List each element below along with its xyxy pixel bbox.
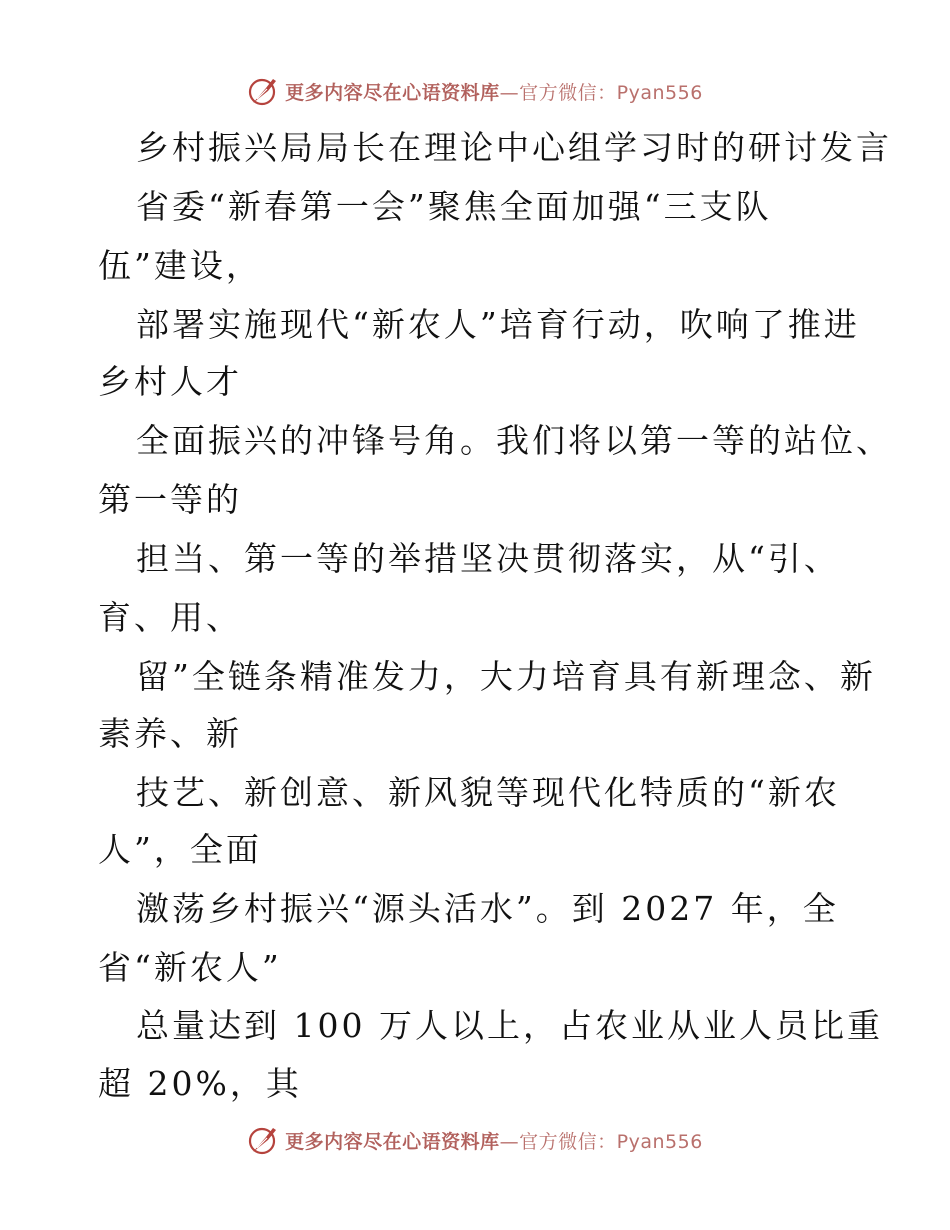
text-line: 人”，全面 <box>98 830 262 869</box>
text-line: 全面振兴的冲锋号角。我们将以第一等的站位、 <box>136 421 892 460</box>
text-line: 总量达到 100 万人以上，占农业从业人员比重 <box>136 1006 883 1045</box>
text-line: 担当、第一等的举措坚决贯彻落实，从“引、 <box>136 539 840 578</box>
text-line: 省委“新春第一会”聚焦全面加强“三支队 <box>136 187 772 226</box>
text-line: 素养、新 <box>98 714 242 753</box>
document-title: 乡村振兴局局长在理论中心组学习时的研讨发言 <box>136 128 892 167</box>
watermark-contact: 官方微信：Pyan556 <box>519 1130 703 1153</box>
text-line: 超 20%，其 <box>98 1064 302 1103</box>
watermark-text <box>285 1127 703 1154</box>
watermark-brand: 更多内容尽在心语资料库 <box>285 1130 500 1153</box>
watermark-separator: — <box>499 81 520 104</box>
text-line: 省“新农人” <box>98 948 282 987</box>
text-line: 部署实施现代“新农人”培育行动，吹响了推进 <box>136 305 860 344</box>
text-line: 技艺、新创意、新风貌等现代化特质的“新农 <box>136 773 840 812</box>
watermark-separator: — <box>499 1130 520 1153</box>
text-line: 留”全链条精准发力，大力培育具有新理念、新 <box>136 657 876 696</box>
text-line: 育、用、 <box>98 598 242 637</box>
footer-watermark <box>0 1120 950 1160</box>
text-line: 激荡乡村振兴“源头活水”。到 2027 年，全 <box>136 889 839 928</box>
quill-logo-icon <box>247 75 279 107</box>
text-line: 乡村人才 <box>98 362 242 401</box>
header-watermark <box>0 71 950 111</box>
quill-logo-icon <box>247 1124 279 1156</box>
text-line: 第一等的 <box>98 480 242 519</box>
watermark-brand: 更多内容尽在心语资料库 <box>285 81 500 104</box>
watermark-contact: 官方微信：Pyan556 <box>519 81 703 104</box>
watermark-text <box>285 78 703 105</box>
text-line: 伍”建设， <box>98 246 262 285</box>
